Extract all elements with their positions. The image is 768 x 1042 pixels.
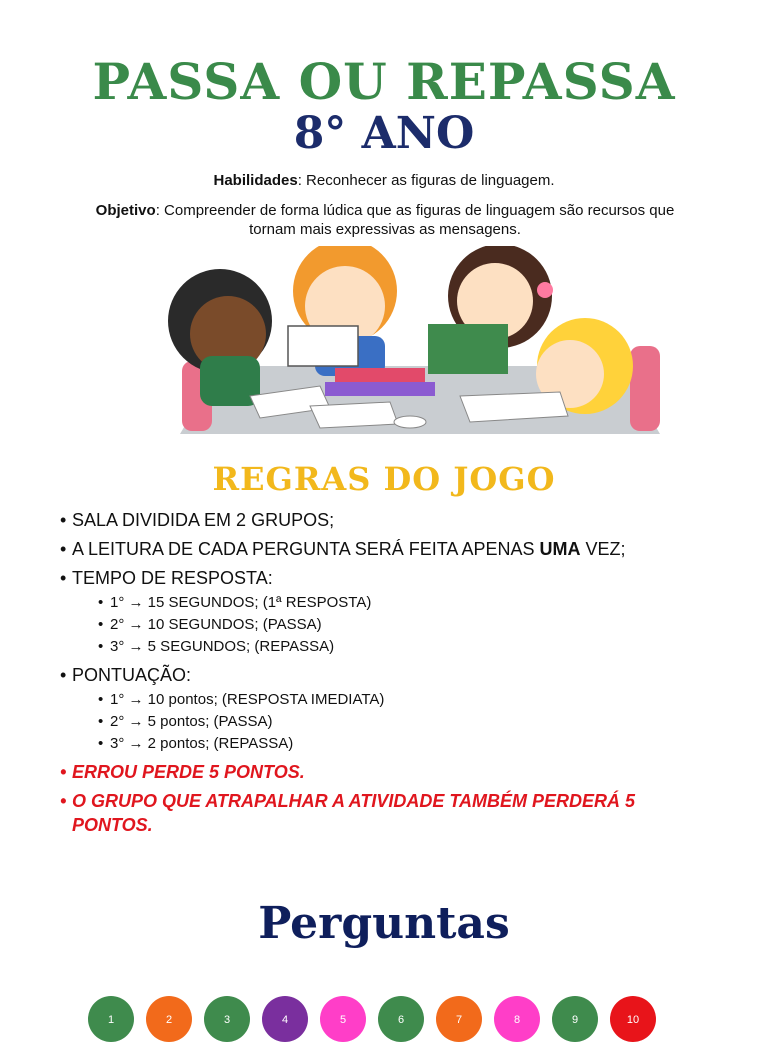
rule-time-label: TEMPO DE RESPOSTA: [72, 568, 273, 588]
time-item: • 1° → 15 SEGUNDOS; (1ª RESPOSTA) [98, 592, 720, 614]
question-button-6[interactable]: 6 [378, 996, 424, 1042]
rule-reading-bold: UMA [539, 539, 581, 559]
question-button-9[interactable]: 9 [552, 996, 598, 1042]
points-item: • 1° → 10 pontos; (RESPOSTA IMEDIATA) [98, 689, 720, 711]
question-button-10[interactable]: 10 [610, 996, 656, 1042]
objetivo-line [90, 201, 680, 239]
points-item: • 2° → 5 pontos; (PASSA) [98, 711, 720, 733]
rule-penalty: • ERROU PERDE 5 PONTOS. [60, 760, 720, 784]
time-item: • 2° → 10 SEGUNDOS; (PASSA) [98, 614, 720, 636]
grade-subtitle: 8° ANO [293, 108, 475, 159]
question-button-5[interactable]: 5 [320, 996, 366, 1042]
question-button-1[interactable]: 1 [88, 996, 134, 1042]
objetivo-text: : Compreender de forma lúdica que as figuras de linguagem são recursos que tornam mais expressivas as mensagens. [155, 202, 675, 238]
objetivo-label: Objetivo [95, 202, 156, 219]
question-button-7[interactable]: 7 [436, 996, 482, 1042]
rule-points-label: PONTUAÇÃO: [72, 665, 192, 685]
rule-points [60, 663, 720, 755]
rules-list [60, 508, 720, 842]
question-button-3[interactable]: 3 [204, 996, 250, 1042]
question-button-2[interactable]: 2 [146, 996, 192, 1042]
time-sublist [98, 592, 720, 658]
question-button-4[interactable]: 4 [262, 996, 308, 1042]
rules-title: REGRAS DO JOGO [212, 460, 556, 498]
habilidades-label: Habilidades [213, 172, 298, 189]
rule-disruption: • O GRUPO QUE ATRAPALHAR A ATIVIDADE TAMBÉM PERDERÁ 5 PONTOS. [60, 789, 720, 837]
children-reading-illustration [160, 246, 664, 434]
habilidades-text: : Reconhecer as figuras de linguagem. [297, 172, 555, 189]
time-item: • 3° → 5 SEGUNDOS; (REPASSA) [98, 636, 720, 658]
question-buttons [88, 996, 656, 1042]
points-item: • 3° → 2 pontos; (REPASSA) [98, 733, 720, 755]
question-button-8[interactable]: 8 [494, 996, 540, 1042]
points-sublist [98, 689, 720, 755]
rule-reading [60, 537, 720, 561]
page-title: PASSA OU REPASSA [92, 52, 676, 111]
rule-reading-pre: A LEITURA DE CADA PERGUNTA SERÁ FEITA APENAS [72, 539, 540, 559]
rule-time [60, 566, 720, 658]
rule-reading-post: VEZ; [580, 539, 626, 559]
questions-title: Perguntas [258, 898, 510, 949]
habilidades-line [0, 172, 768, 189]
rule-groups: • SALA DIVIDIDA EM 2 GRUPOS; [60, 508, 720, 532]
